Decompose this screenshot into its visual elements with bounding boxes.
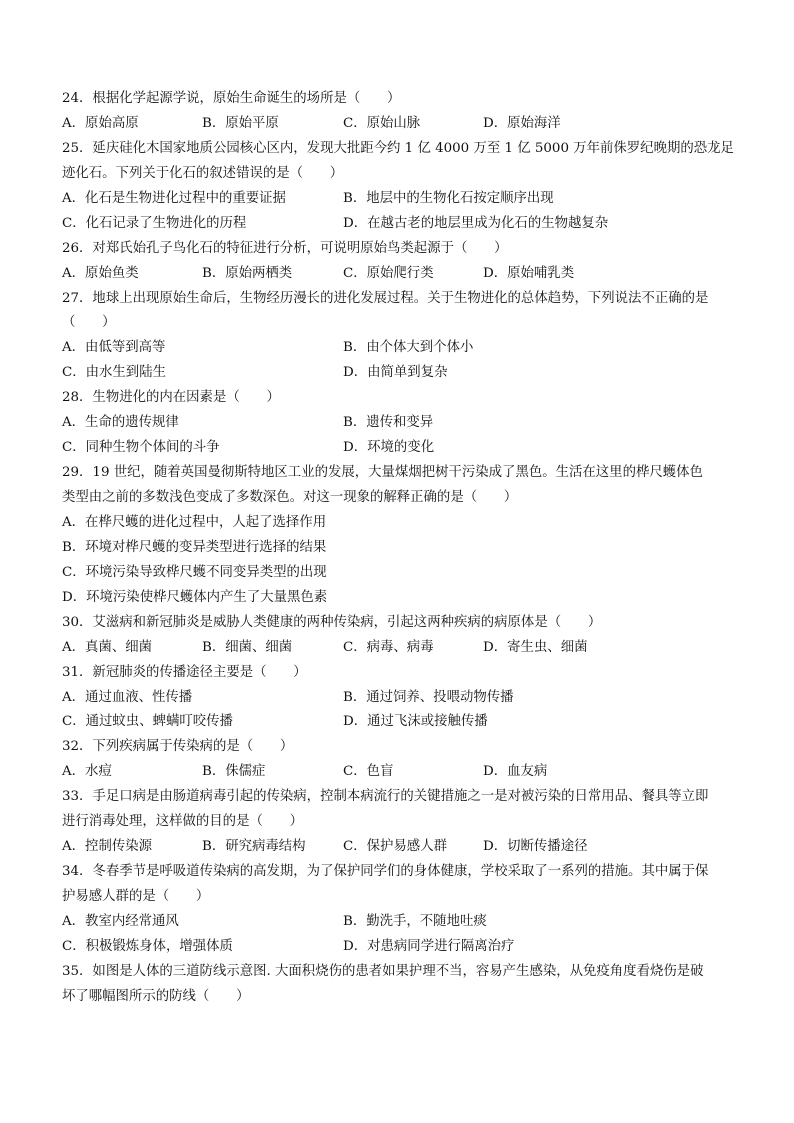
answer-option: A．原始高原: [62, 115, 139, 131]
answer-option: C．病毒、病毒: [343, 639, 434, 655]
answer-option: C．原始爬行类: [343, 265, 434, 281]
option-row: [62, 760, 732, 785]
question-stem-line: 24．根据化学起源学说，原始生命诞生的场所是（ ）: [62, 91, 401, 106]
answer-option: C．色盲: [343, 764, 394, 780]
answer-option: D．环境的变化: [343, 440, 435, 456]
option-row: [62, 910, 732, 935]
question-stem-line: 迹化石。下列关于化石的叙述错误的是（ ）: [62, 165, 344, 181]
option-row: [62, 262, 732, 287]
question-block: [62, 860, 732, 960]
question-stem-line: 类型由之前的多数浅色变成了多数深色。对这一现象的解释正确的是（ ）: [62, 490, 518, 505]
question-stem-line: 25．延庆硅化木国家地质公园核心区内，发现大批距今约 1 亿 4000 万至 1 亿 5000 万年前侏罗纪晚期的恐龙足: [62, 140, 734, 156]
option-row: [62, 636, 732, 661]
option-row: [62, 835, 732, 860]
question-stem-line: 28．生物进化的内在因素是（ ）: [62, 390, 280, 406]
option-row: [62, 411, 732, 436]
option-row: [62, 686, 732, 711]
answer-option: C．保护易感人群: [343, 839, 447, 855]
answer-option: B．勤洗手，不随地吐痰: [343, 913, 487, 929]
answer-option: C．化石记录了生物进化的历程: [62, 215, 247, 231]
question-block: [62, 237, 732, 287]
answer-option: D．由简单到复杂: [343, 365, 448, 381]
answer-option: D．对患病同学进行隔离治疗: [343, 938, 515, 954]
question-block: [62, 960, 732, 1010]
answer-option: B．研究病毒结构: [202, 839, 306, 855]
option-row: [62, 336, 732, 361]
answer-option: C．积极锻炼身体，增强体质: [62, 938, 233, 954]
answer-option: B．细菌、细菌: [202, 639, 293, 655]
answer-option: B．通过饲养、投喂动物传播: [343, 689, 514, 705]
answer-option: B．地层中的生物化石按定顺序出现: [343, 190, 554, 206]
answer-option: C．通过蚊虫、蜱螨叮咬传播: [62, 714, 233, 730]
question-block: [62, 735, 732, 785]
question-block: [62, 461, 732, 611]
answer-option: D．原始海洋: [483, 115, 561, 131]
answer-option: A．教室内经常通风: [62, 913, 179, 929]
answer-option: D．原始哺乳类: [483, 265, 575, 281]
option-row: [62, 187, 732, 212]
answer-option: B．环境对桦尺蠖的变异类型进行选择的结果: [62, 539, 327, 555]
question-block: [62, 287, 732, 387]
question-stem-line: 32．下列疾病属于传染病的是（ ）: [62, 739, 294, 755]
question-block: [62, 611, 732, 661]
answer-option: B．由个体大到个体小: [343, 340, 474, 356]
answer-option: A．由低等到高等: [62, 340, 166, 356]
answer-option: D．血友病: [483, 764, 548, 780]
question-stem-line: 34．冬春季节是呼吸道传染病的高发期，为了保护同学们的身体健康，学校采取了一系列的措施。其中属于保: [62, 864, 709, 880]
question-block: [62, 137, 732, 237]
answer-option: D．在越古老的地层里成为化石的生物越复杂: [343, 215, 609, 231]
answer-option: C．由水生到陆生: [62, 365, 166, 381]
answer-option: D．切断传播途径: [483, 839, 588, 855]
exam-page: [62, 87, 732, 1010]
answer-option: A．真菌、细菌: [62, 639, 153, 655]
question-stem-line: 坏了哪幅图所示的防线（ ）: [62, 988, 250, 1004]
question-stem-line: 26．对郑氏始孔子鸟化石的特征进行分析，可说明原始鸟类起源于（ ）: [62, 240, 508, 256]
question-stem-line: 进行消毒处理，这样做的目的是（ ）: [62, 814, 304, 830]
question-block: [62, 785, 732, 860]
option-row: [62, 710, 732, 735]
answer-option: A．生命的遗传规律: [62, 415, 179, 431]
answer-option: A．控制传染源: [62, 839, 153, 855]
question-block: [62, 87, 732, 137]
answer-option: B．原始平原: [202, 115, 279, 131]
question-stem-line: 35．如图是人体的三道防线示意图. 大面积烧伤的患者如果护理不当，容易产生感染，从免疫角度看烧伤是破: [62, 963, 704, 979]
answer-option: A．在桦尺蠖的进化过程中，人起了选择作用: [62, 514, 327, 530]
option-row: [62, 361, 732, 386]
option-row: [62, 935, 732, 960]
answer-option: B．侏儒症: [202, 764, 266, 780]
answer-option: D．通过飞沫或接触传播: [343, 714, 488, 730]
answer-option: D．环境污染使桦尺蠖体内产生了大量黑色素: [62, 589, 328, 605]
option-row: [62, 212, 732, 237]
answer-option: D．寄生虫、细菌: [483, 639, 588, 655]
question-block: [62, 661, 732, 736]
answer-option: A．原始鱼类: [62, 265, 139, 281]
question-stem-line: 30．艾滋病和新冠肺炎是威胁人类健康的两种传染病，引起这两种疾病的病原体是（ ）: [62, 614, 602, 630]
answer-option: C．同种生物个体间的斗争: [62, 440, 220, 456]
answer-option: C．环境污染导致桦尺蠖不同变异类型的出现: [62, 564, 327, 580]
answer-option: A．水痘: [62, 764, 112, 780]
answer-option: C．原始山脉: [343, 115, 421, 131]
answer-option: A．通过血液、性传播: [62, 689, 193, 705]
answer-option: B．遗传和变异: [343, 415, 434, 431]
answer-option: B．原始两栖类: [202, 265, 293, 281]
option-row: [62, 112, 732, 137]
question-block: [62, 386, 732, 461]
question-stem-line: 27．地球上出现原始生命后，生物经历漫长的进化发展过程。关于生物进化的总体趋势，下列说法不正确的是: [62, 290, 709, 306]
question-stem-line: （ ）: [62, 315, 116, 331]
question-stem-line: 护易感人群的是（ ）: [62, 889, 210, 904]
answer-option: A．化石是生物进化过程中的重要证据: [62, 190, 286, 206]
question-stem-line: 31．新冠肺炎的传播途径主要是（ ）: [62, 664, 307, 680]
question-stem-line: 33．手足口病是由肠道病毒引起的传染病，控制本病流行的关键措施之一是对被污染的日常用品、餐具等立即: [62, 789, 709, 805]
question-stem-line: 29．19 世纪，随着英国曼彻斯特地区工业的发展，大量煤烟把树干污染成了黑色。生活在这里的桦尺蠖体色: [62, 465, 703, 481]
option-row: [62, 436, 732, 461]
